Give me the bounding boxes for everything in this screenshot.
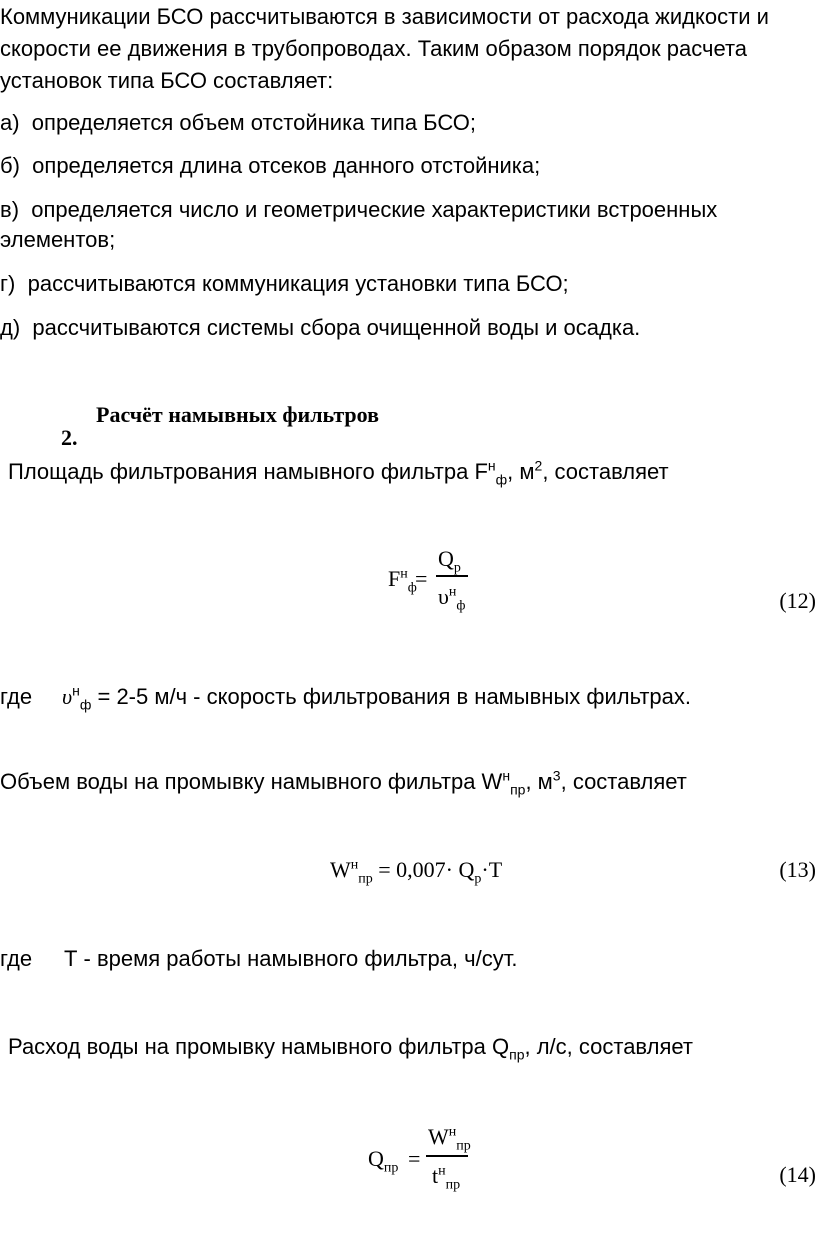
list-item: [0, 110, 476, 136]
intro-line-2: скорости ее движения в трубопроводах. Таким образом порядок расчета: [0, 36, 748, 61]
list-text: определяется длина отсеков данного отстойника;: [32, 153, 541, 178]
list-item: [0, 197, 717, 223]
list-text: рассчитываются коммуникация установки типа БСО;: [27, 271, 569, 296]
list-marker: в): [0, 197, 20, 222]
where-definition: Т - время работы намывного фильтра, ч/сут.: [64, 946, 518, 971]
list-item: [0, 153, 540, 179]
eq12-denominator: $\upsilon^н_ф$: [438, 584, 466, 614]
list-marker: а): [0, 110, 20, 135]
list-marker: б): [0, 153, 20, 178]
fraction-bar: [426, 1155, 468, 1157]
list-marker: д): [0, 315, 21, 340]
intro-line-1: Коммуникации БСО рассчитываются в зависимости от расхода жидкости и: [0, 4, 769, 29]
list-text: определяется объем отстойника типа БСО;: [31, 110, 476, 135]
eq14-numerator: $W^н_{пр}$: [428, 1124, 471, 1154]
eq14-lhs: $Q_{пр}$: [368, 1146, 399, 1176]
equation-number: (12): [779, 588, 816, 613]
intro-line-3: установок типа БСО составляет:: [0, 68, 334, 93]
eq12-lhs: $F^н_ф$: [388, 566, 417, 596]
where-label: где: [0, 946, 33, 971]
equation-number: (14): [779, 1162, 816, 1187]
para-flow: Расход воды на промывку намывного фильтра $Q_{пр}$, л/с, составляет: [8, 1034, 693, 1063]
list-marker: г): [0, 271, 16, 296]
list-item: [0, 315, 640, 341]
eq13-formula: $W^н_{пр} = 0,007\cdot Q_р\cdot T$: [330, 857, 503, 887]
para-area: Площадь фильтрования намывного фильтра $F^н_ф$, $м^2$, составляет: [8, 457, 669, 488]
equation-number: (13): [779, 857, 816, 882]
eq14-equals: =: [408, 1146, 421, 1171]
eq14-denominator: $t^н_{пр}$: [432, 1163, 461, 1193]
where-definition: $\upsilon^н_ф = 2-5$ м/ч - скорость фильтрования в намывных фильтрах.: [62, 682, 692, 713]
eq12-numerator: $Q_р$: [438, 546, 461, 576]
para-volume: Объем воды на промывку намывного фильтра $W^н_{пр}$, $м^3$, составляет: [0, 767, 687, 798]
section-number: 2.: [61, 425, 78, 450]
where-label: где: [0, 684, 33, 709]
fraction-bar: [436, 575, 468, 577]
eq12-equals: =: [415, 566, 428, 591]
list-text: определяется число и геометрические характеристики встроенных: [31, 197, 718, 222]
list-item: [0, 271, 569, 297]
section-title: Расчёт намывных фильтров: [96, 402, 379, 427]
list-text: рассчитываются системы сбора очищенной воды и осадка.: [32, 315, 641, 340]
list-item-continuation: элементов;: [0, 227, 116, 252]
